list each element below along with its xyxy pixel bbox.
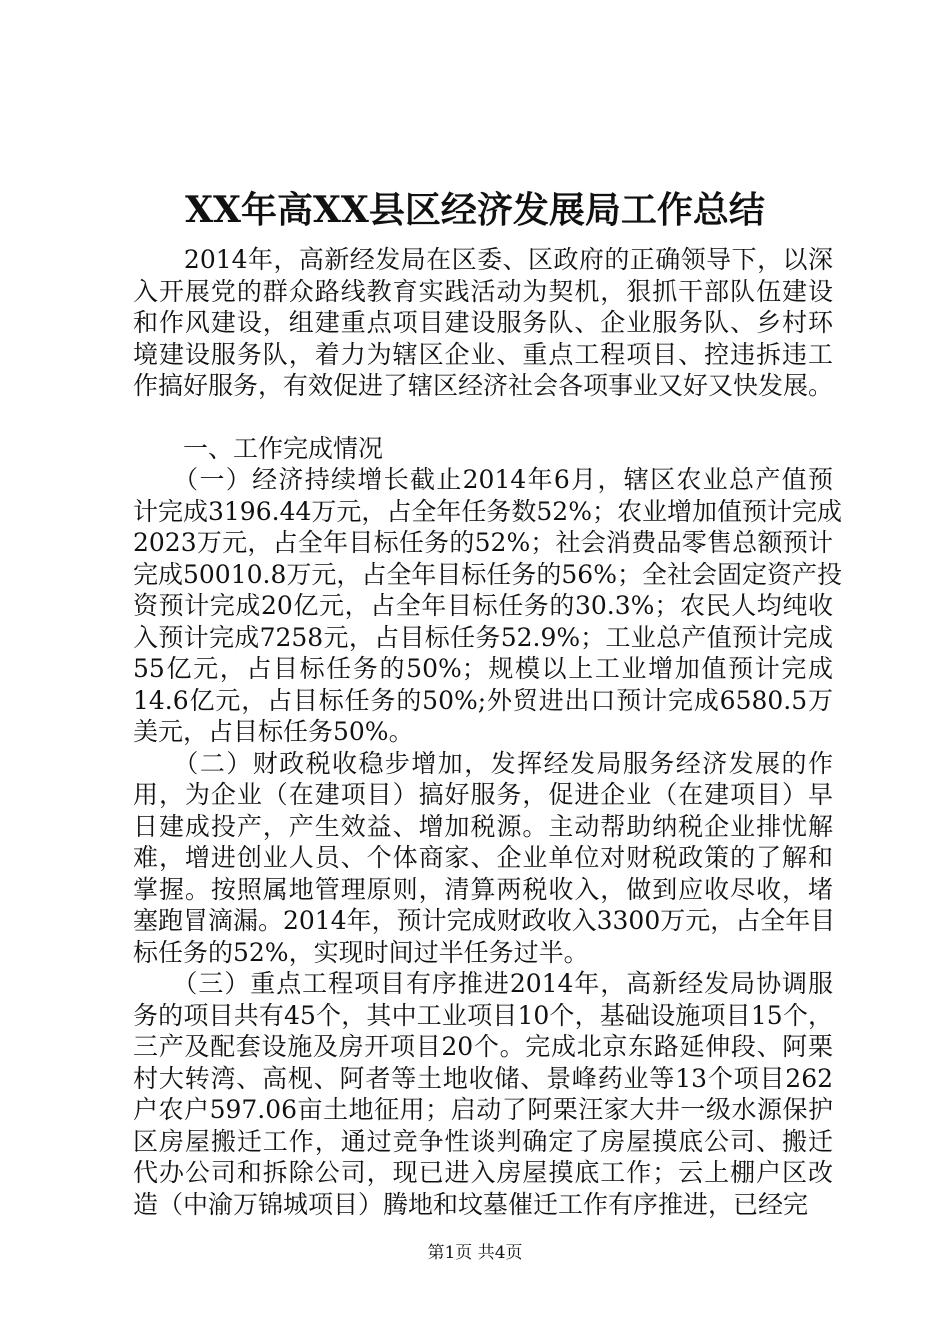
text-line: 用，为企业（在建项目）搞好服务，促进企业（在建项目）早 [133,780,833,809]
text-line: 务的项目共有45个，其中工业项目10个，基础设施项目15个， [133,1000,833,1030]
text-line: 境建设服务队，着力为辖区企业、重点工程项目、控违拆违工 [133,339,833,369]
paragraph-intro [133,244,833,402]
text-line: 掌握。按照属地管理原则，清算两税收入，做到应收尽收，堵 [133,874,833,904]
text-line: 区房屋搬迁工作，通过竞争性谈判确定了房屋摸底公司、搬迁 [133,1126,833,1156]
document-body [133,244,842,1220]
text-line: 作搞好服务，有效促进了辖区经济社会各项事业又好又快发展。 [133,371,834,400]
paragraph-item-1 [133,464,842,748]
text-line: 造（中渝万锦城项目）腾地和坟墓催迁工作有序推进，已经完 [133,1189,809,1219]
text-line: 一、工作完成情况 [133,433,384,463]
document-title: XX年高XX县区经济发展局工作总结 [185,189,765,231]
text-line: 55亿元，占目标任务的50%；规模以上工业增加值预计完成 [133,654,833,683]
text-line: 入预计完成7258元，占目标任务52.9%；工业总产值预计完成 [133,622,833,652]
text-line: 代办公司和拆除公司，现已进入房屋摸底工作；云上棚户区改 [133,1158,833,1187]
text-line: 完成50010.8万元，占全年目标任务的56%；全社会固定资产投 [133,559,842,589]
text-line: 难，增进创业人员、个体商家、企业单位对财税政策的了解和 [133,843,833,872]
text-line: 和作风建设，组建重点项目建设服务队、企业服务队、乡村环 [133,308,833,337]
text-line: 14.6亿元，占目标任务的50%;外贸进出口预计完成6580.5万 [133,685,833,715]
text-line: 标任务的52%，实现时间过半任务过半。 [133,937,589,967]
text-line: 计完成3196.44万元，占全年任务数52%；农业增加值预计完成 [133,496,842,526]
text-line: （一）经济持续增长截止2014年6月，辖区农业总产值预 [133,465,833,494]
text-line: 户农户597.06亩土地征用；启动了阿栗汪家大井一级水源保护 [133,1095,833,1124]
text-line: （三）重点工程项目有序推进2014年，高新经发局协调服 [133,969,833,998]
paragraph-item-2 [133,748,836,969]
text-line: 三产及配套设施及房开项目20个。完成北京东路延伸段、阿栗 [133,1032,833,1061]
page-footer: 第1页 共4页 [427,1243,523,1263]
text-line: 2014年，高新经发局在区委、区政府的正确领导下，以深 [133,245,833,274]
text-line: 日建成投产，产生效益、增加税源。主动帮助纳税企业排忧解 [133,811,833,841]
text-line: 入开展党的群众路线教育实践活动为契机，狠抓干部队伍建设 [133,276,833,306]
text-line: （二）财政税收稳步增加，发挥经发局服务经济发展的作 [133,748,833,778]
text-line: 塞跑冒滴漏。2014年，预计完成财政收入3300万元，占全年目 [133,906,836,935]
text-line: 2023万元，占全年目标任务的52%；社会消费品零售总额预计 [133,528,833,557]
text-line: 村大转湾、高枧、阿者等土地收储、景峰药业等13个项目262 [133,1063,833,1093]
paragraph-section-1-heading [133,433,833,465]
text-line: 美元，占目标任务50%。 [133,717,414,746]
paragraph-item-3 [133,968,833,1220]
text-line: 资预计完成20亿元，占全年目标任务的30.3%；农民人均纯收 [133,591,833,620]
